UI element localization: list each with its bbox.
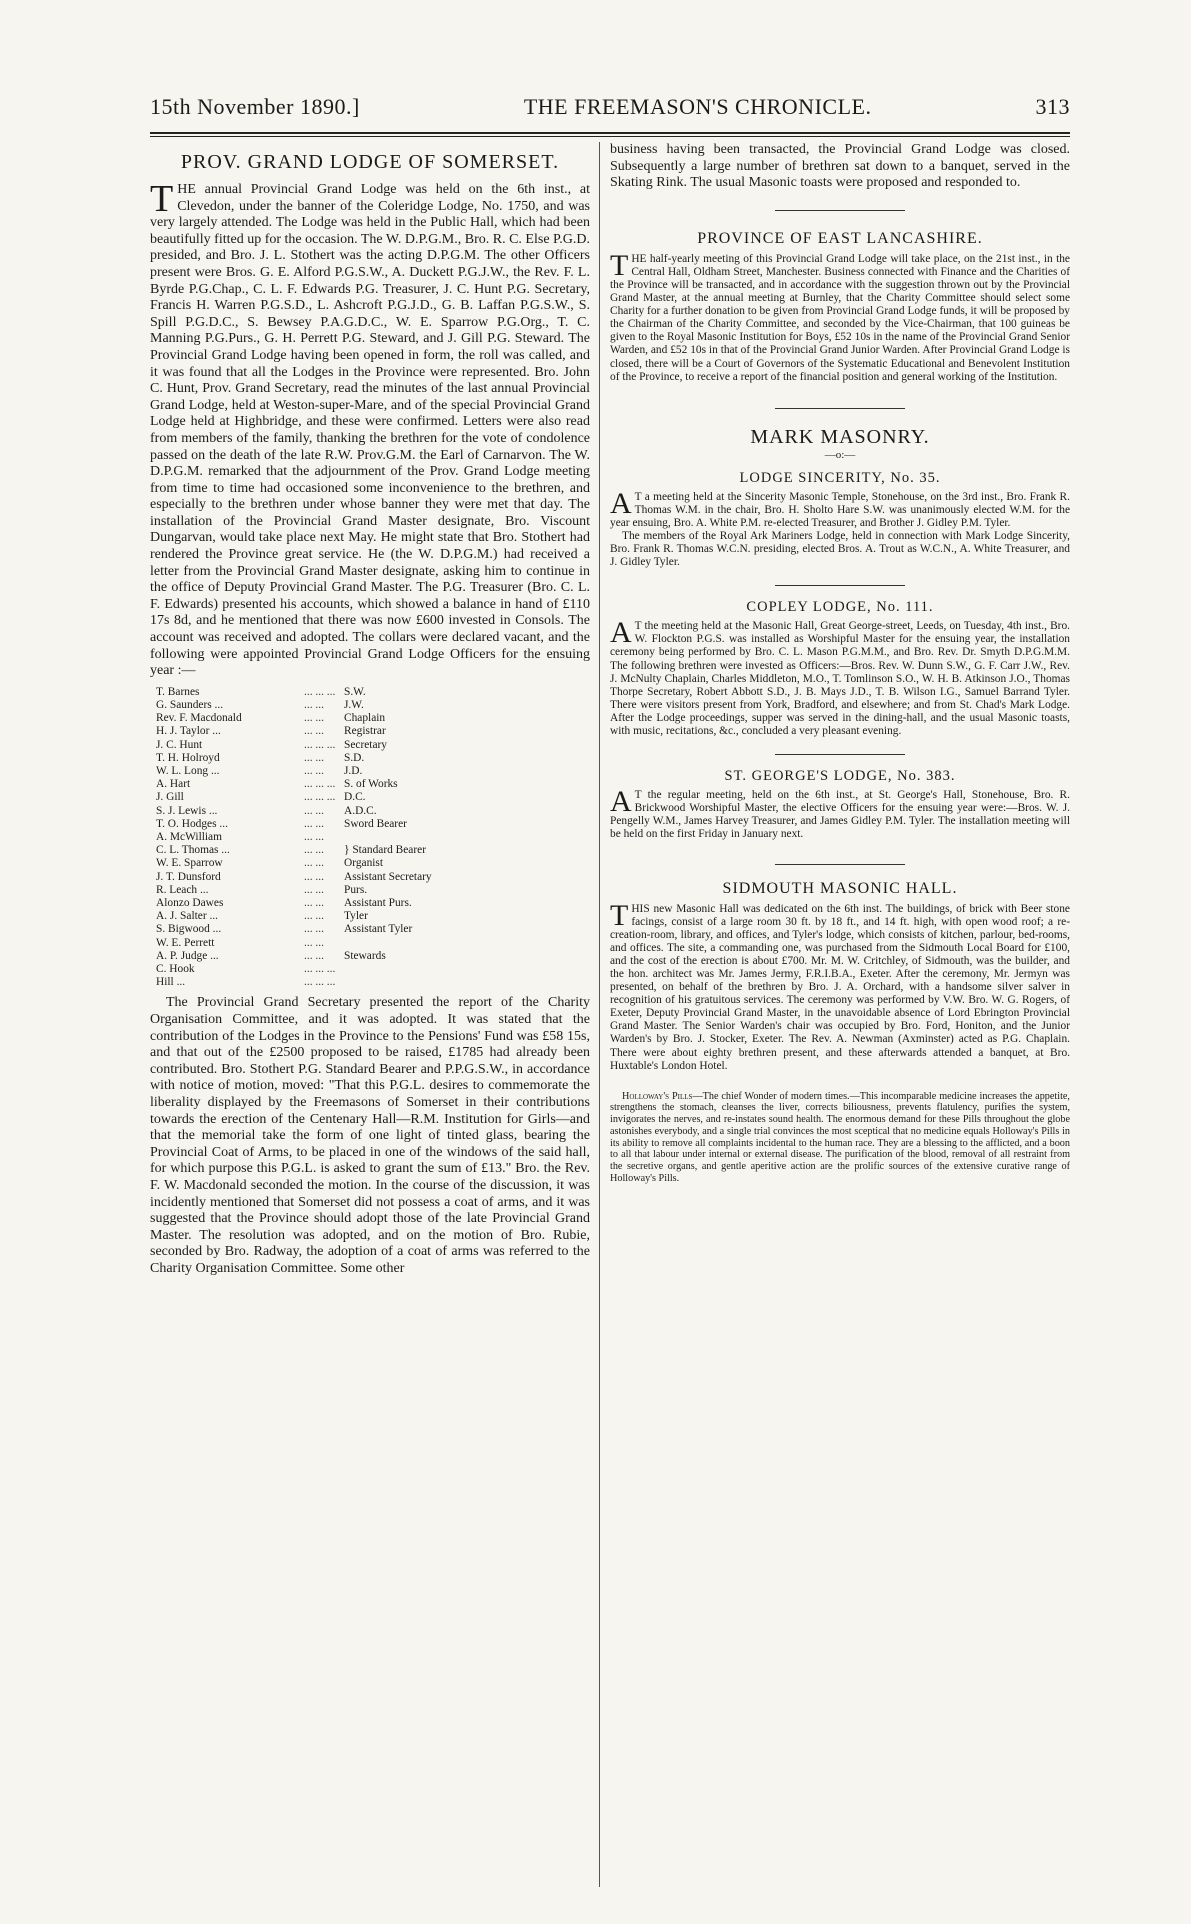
- leader-dots: ... ... ...: [304, 976, 336, 989]
- st-george-body: [610, 785, 1070, 841]
- east-lancashire-body: [610, 248, 1070, 384]
- sincerity-paragraph-1: [610, 486, 1070, 530]
- somerset-heading: PROV. GRAND LODGE OF SOMERSET.: [180, 151, 560, 173]
- officer-name: T. O. Hodges ...: [156, 817, 228, 830]
- officer-office: J.W.: [344, 699, 364, 712]
- column-divider: [599, 142, 600, 1887]
- sincerity-heading: LODGE SINCERITY, No. 35.: [739, 469, 941, 486]
- officer-row: [156, 950, 432, 963]
- officer-row: [156, 791, 432, 804]
- officer-row: [156, 805, 432, 818]
- leader-dots: ... ...: [304, 751, 324, 764]
- officer-office: D.C.: [344, 791, 366, 804]
- officer-row: [156, 831, 432, 844]
- officer-name: W. L. Long ...: [156, 765, 220, 778]
- officer-row: [156, 686, 432, 699]
- officer-name: A. J. Salter ...: [156, 910, 219, 923]
- officer-name: A. McWilliam: [156, 831, 222, 844]
- officer-name: S. J. Lewis ...: [156, 804, 218, 817]
- officer-name: J. C. Hunt: [156, 738, 203, 751]
- officer-row: [156, 937, 432, 950]
- advert-label: Holloway's Pills: [622, 1090, 693, 1102]
- officer-office: [344, 937, 432, 950]
- leader-dots: ... ...: [304, 725, 324, 738]
- leader-dots: ... ...: [304, 804, 324, 817]
- leader-dots: ... ...: [304, 831, 324, 844]
- dropcap: T: [610, 248, 629, 282]
- sidmouth-body: [610, 898, 1070, 1073]
- officer-name: Alonzo Dawes: [156, 897, 224, 910]
- officer-name: T. Barnes: [156, 685, 200, 698]
- masthead: [150, 94, 1070, 128]
- leader-dots: ... ... ...: [304, 738, 336, 751]
- leader-dots: ... ... ...: [304, 791, 336, 804]
- officer-office: Assistant Secretary: [344, 870, 432, 883]
- leader-dots: ... ...: [304, 910, 324, 923]
- officer-row: [156, 884, 432, 897]
- leader-dots: ... ...: [304, 870, 324, 883]
- officer-office: Chaplain: [344, 712, 386, 725]
- east-lancashire-text: HE half-yearly meeting of this Provincial Grand Lodge will take place, on the 21st inst., in the Central Hall, Oldham Street, Manchester. Business connected with Finance and the Charities of the Province will be transacted, and in accordance with the suggestion thrown out by the Provincial Grand Master, at the annual meeting at Burnley, that the Charity Committee should select some Charity for a further donation to be given from Provincial Grand Lodge funds, it will be proposed by the Chairman of the Charity Committee, and seconded by the Vice-Chairman, that 100 guineas be given to the Royal Masonic Institution for Boys, £52 10s in the name of the Provincial Grand Senior Warden, and £52 10s in that of the Provincial Grand Junior Warden. After Provincial Grand Lodge is closed, there will be a Court of Governors of the Systematic Educational and Benevolent Institution of the Province, to receive a report of the financial position and general working of the Institution.: [610, 252, 1070, 383]
- officer-name: W. E. Perrett: [156, 936, 215, 949]
- somerset-paragraph-2: The Provincial Grand Secretary presented the report of the Charity Organisation Committee, and it was adopted. It was stated that the contribution of the Lodges in the Province to the Pensions' Fund was £58 15s, and that out of the £2500 proposed to be raised, £1785 had already been contributed. Bro. Stothert P.G. Standard Bearer and P.P.G.S.W., in accordance with notice of motion, moved: "That this P.G.L. desires to commemorate the liberality displayed by the Freemasons of Somerset in their contributions towards the erection of the Centenary Hall—R.M. Institution for Girls—and that the memorial take the form of one light of tinted glass, bearing the Provincial Coat of Arms, to be placed in one of the windows of the said hall, for which purpose this P.G.L. is asked to grant the sum of £13." Bro. the Rev. F. W. Macdonald seconded the motion. In the course of the discussion, it was incidently mentioned that Somerset did not possess a coat of arms, and it was suggested that the Province should adopt those of the late Provincial Grand Master. The resolution was adopted, and on the motion of Bro. Rubie, seconded by Bro. Radway, the adoption of a coat of arms was referred to the Charity Organisation Committee. Some other: [150, 995, 590, 1276]
- leader-dots: ... ...: [304, 936, 324, 949]
- officer-office: [344, 976, 432, 989]
- dropcap: A: [610, 785, 632, 819]
- leader-dots: ... ...: [304, 857, 324, 870]
- issue-date: 15th November 1890.]: [150, 94, 360, 119]
- officer-name: S. Bigwood ...: [156, 923, 222, 936]
- somerset-paragraph-1: [150, 178, 590, 680]
- officer-office: Sword Bearer: [344, 817, 407, 830]
- leader-dots: ... ...: [304, 712, 324, 725]
- right-column: [610, 142, 1070, 1887]
- leader-dots: ... ...: [304, 765, 324, 778]
- page-number: 313: [1035, 94, 1070, 119]
- officer-row: [156, 818, 432, 831]
- leader-dots: ... ... ...: [304, 963, 336, 976]
- officer-office: S.D.: [344, 751, 365, 764]
- officer-row: [156, 699, 432, 712]
- dropcap: T: [150, 178, 174, 220]
- officer-row: [156, 963, 432, 976]
- officer-row: [156, 897, 432, 910]
- officer-office: S. of Works: [344, 778, 398, 791]
- officer-office: Assistant Tyler: [344, 923, 413, 936]
- copley-heading: COPLEY LODGE, No. 111.: [746, 599, 934, 616]
- leader-dots: ... ... ...: [304, 685, 336, 698]
- officer-office: Assistant Purs.: [344, 897, 412, 910]
- sidmouth-heading: SIDMOUTH MASONIC HALL.: [722, 879, 958, 897]
- officer-name: T. H. Holroyd: [156, 751, 220, 764]
- officer-row: [156, 910, 432, 923]
- officer-row: [156, 923, 432, 936]
- officer-row: [156, 739, 432, 752]
- officer-office: A.D.C.: [344, 804, 377, 817]
- east-lancashire-heading: PROVINCE OF EAST LANCASHIRE.: [697, 229, 983, 247]
- officer-name: J. Gill: [156, 791, 184, 804]
- officer-office: } Standard Bearer: [344, 844, 427, 857]
- copley-body: [610, 616, 1070, 738]
- sincerity-paragraph-2: The members of the Royal Ark Mariners Lodge, held in connection with Mark Lodge Sincerity, Bro. Frank R. Thomas W.C.N. presiding, elected Bros. A. Trout as W.C.N., A. White Treasurer, and J. Gidley Tyler.: [610, 530, 1070, 569]
- sincerity-text-1: T a meeting held at the Sincerity Masonic Temple, Stonehouse, on the 3rd inst., Bro. Frank R. Thomas W.M. in the chair, Bro. H. Sholto Hare S.W. was unanimously elected W.M. for the year ensuing, Bro. A. White P.M. re-elected Treasurer, and Brother J. Gidley P.M. Tyler.: [610, 490, 1070, 529]
- officer-row: [156, 778, 432, 791]
- leader-dots: ... ...: [304, 699, 324, 712]
- officer-name: G. Saunders ...: [156, 699, 224, 712]
- dropcap: A: [610, 616, 632, 650]
- sidmouth-text: HIS new Masonic Hall was dedicated on the 6th inst. The buildings, of brick with Beer stone facings, consist of a large room 30 ft. by 18 ft., and 14 ft. high, with open wood roof; a re-creation-room, library, and offices, and Tyler's lodge, which consists of kitchen, parlour, bed-rooms, and offices. The site, a commanding one, was purchased from the Sidmouth Local Board for £100, and the cost of the erection is about £700. Mr. M. W. Critchley, of Sidmouth, was the builder, and the hon. architect was Mr. James Jermy, F.R.I.B.A., Exeter. After the ceremony, Mr. Jermyn was presented, on behalf of the brethren by Bro. J. A. Orchard, with a handsome silver salver in recognition of his gratuitous services. The ceremony was performed by V.W. Bro. W. G. Rogers, of Exeter, Deputy Provincial Grand Master, in the unavoidable absence of Lord Ebrington Provincial Grand Master. The Senior Warden's chair was occupied by Bro. Ford, Honiton, and the Junior Warden's by Bro. J. Stocker, Exeter. The Rev. A. Newman (Axminster) acted as P.G. Chaplain. There were about eighty brethren present, and these afterwards attended a banquet, at Bro. Huxtable's London Hotel.: [610, 902, 1070, 1072]
- officer-name: A. Hart: [156, 778, 191, 791]
- officer-name: Hill ...: [156, 976, 186, 989]
- officer-office: Registrar: [344, 725, 386, 738]
- officer-row: [156, 725, 432, 738]
- officer-name: Rev. F. Macdonald: [156, 712, 242, 725]
- officer-office: Secretary: [344, 738, 388, 751]
- leader-dots: ... ...: [304, 923, 324, 936]
- officer-row: [156, 844, 432, 857]
- officer-name: C. L. Thomas ...: [156, 844, 230, 857]
- officer-office: Organist: [344, 857, 384, 870]
- somerset-body-1: HE annual Provincial Grand Lodge was held on the 6th inst., at Clevedon, under the banner of the Coleridge Lodge, No. 1750, and was very largely attended. The Lodge was held in the Public Hall, which had been beautifully fitted up for the occasion. The W. D.P.G.M., Bro. R. C. Else P.G.D. presided, and Bro. J. L. Stothert was the acting D.P.G.M. The other Officers present were Bros. G. E. Alford P.G.S.W., A. Duckett P.G.J.W., the Rev. F. L. Byrde P.G.Chap., C. L. F. Edwards P.G. Treasurer, J. C. Hunt P.G. Secretary, Francis H. Warren P.G.S.D., L. Ashcroft P.G.J.D., G. B. Laffan P.G.S.W., S. Spill P.G.D.C., S. Bewsey P.A.G.D.C., W. E. Sparrow P.G.Org., T. C. Manning P.G.Purs., G. H. Perrett P.G. Steward, and J. Gill P.G. Steward. The Provincial Grand Lodge having been opened in form, the roll was called, and it was found that all the Lodges in the Province were represented. Bro. John C. Hunt, Prov. Grand Secretary, read the minutes of the last annual Provincial Grand Lodge, held at Weston-super-Mare, and of the special Provincial Grand Lodge held at Highbridge, and these were confirmed. Letters were also read from members of the family, thanking the brethren for the vote of condolence passed on the death of the late R.W. Prov.G.M. the Earl of Carnarvon. The W. D.P.G.M. remarked that the adjournment of the Prov. Grand Lodge meeting from time to time had occasioned some inconvenience to the brethren, and especially to the brethren under whose banner they were met that day. The installation of the Provincial Grand Master designate, Bro. Viscount Dungarvan, would take place next May. He might state that Bro. Stothert had rendered the Province great service. He (the W. D.P.G.M.) had received a letter from the Provincial Grand Master designate, asking him to continue in the office of Deputy Provincial Grand Master. The P.G. Treasurer (Bro. C. L. F. Edwards) presented his accounts, which showed a balance in hand of £110 17s 8d, and he mentioned that there was now £600 invested in Consols. The account was received and adopted. The collars were declared vacant, and the following were appointed Provincial Grand Lodge Officers for the ensuing year :—: [150, 182, 590, 679]
- officer-name: C. Hook: [156, 963, 195, 976]
- publication-title: THE FREEMASON'S CHRONICLE.: [523, 94, 872, 119]
- leader-dots: ... ...: [304, 897, 324, 910]
- officer-office: Stewards: [344, 949, 386, 962]
- st-george-heading: ST. GEORGE'S LODGE, No. 383.: [724, 768, 956, 785]
- left-column: [150, 142, 590, 1887]
- copley-text: T the meeting held at the Masonic Hall, Great George-street, Leeds, on Tuesday, 4th inst., Bro. W. Flockton P.G.S. was installed as Worshipful Master for the ensuing year, the installation ceremony being performed by Bro. C. L. Mason P.G.M.M., and Bro. Rev. Dr. Smyth D.P.G.M.M. The following brethren were invested as Officers:—Bros. Rev. W. Dunn S.W., G. F. Carr J.W., Rev. J. McNulty Chaplain, Charles Middleton, M.O., T. Tomlinson S.O., W. H. B. Atkinson J.O., Thomas Thorpe Secretary, Robert Abbott S.D., J. B. Mays J.D., T. B. Wilson I.G., Samuel Barrand Tyler. There were visitors present from York, Bradford, and elsewhere; and from St. Chad's Mark Lodge. After the Lodge proceedings, supper was served in the dining-hall, and the usual Masonic toasts, with music, recitations, &c., concluded a very pleasant evening.: [610, 620, 1070, 738]
- leader-dots: ... ...: [304, 949, 324, 962]
- dropcap: T: [610, 898, 629, 932]
- officer-office: S.W.: [344, 685, 366, 698]
- leader-dots: ... ...: [304, 883, 324, 896]
- officer-office: [344, 963, 432, 976]
- leader-dots: ... ...: [304, 844, 324, 857]
- officer-name: H. J. Taylor ...: [156, 725, 221, 738]
- somerset-continuation: business having been transacted, the Provincial Grand Lodge was closed. Subsequently a large number of brethren sat down to a banquet, served in the Skating Rink. The usual Masonic toasts were proposed and responded to.: [610, 142, 1070, 191]
- masthead-rule-thin: [150, 136, 1070, 137]
- officer-office: Purs.: [344, 883, 368, 896]
- officer-row: [156, 712, 432, 725]
- leader-dots: ... ...: [304, 817, 324, 830]
- mark-masonry-heading: MARK MASONRY.: [750, 425, 930, 448]
- masthead-rule-thick: [150, 132, 1070, 134]
- officers-table: [156, 686, 432, 990]
- officer-row: [156, 976, 432, 989]
- officer-name: A. P. Judge ...: [156, 949, 219, 962]
- officer-office: J.D.: [344, 765, 363, 778]
- ornament: —o:—: [824, 448, 856, 461]
- officer-office: [344, 831, 432, 844]
- officer-name: R. Leach ...: [156, 883, 209, 896]
- officer-row: [156, 752, 432, 765]
- officer-name: W. E. Sparrow: [156, 857, 223, 870]
- st-george-text: T the regular meeting, held on the 6th inst., at St. George's Hall, Stonehouse, Bro. R. Brickwood Worshipful Master, the elective Officers for the ensuing year were:—Bros. W. J. Pengelly W.M., James Harvey Treasurer, and James Gidley P.M. Tyler. The installation meeting will be held on the first Friday in January next.: [610, 789, 1070, 841]
- officer-row: [156, 871, 432, 884]
- officer-row: [156, 857, 432, 870]
- holloway-advert: [610, 1091, 1070, 1185]
- officer-name: J. T. Dunsford: [156, 870, 221, 883]
- advert-text: —The chief Wonder of modern times.—This incomparable medicine increases the appetite, strengthens the stomach, cleanses the liver, corrects biliousness, prevents flatulency, purifies the system, invigorates the nerves, and re-instates sound health. The enormous demand for these Pills throughout the globe astonishes everybody, and a single trial convinces the most sceptical that no medicine equals Holloway's Pills in its ability to remove all complaints incidental to the human race. They are a blessing to the afflicted, and a boon to all that labour under internal or external disease. The purification of the blood, removal of all restraint from the secretive organs, and gentle aperitive action are the prolific sources of the extensive curative range of Holloway's Pills.: [610, 1090, 1070, 1184]
- dropcap: A: [610, 486, 632, 520]
- officer-office: Tyler: [344, 910, 368, 923]
- officer-row: [156, 765, 432, 778]
- leader-dots: ... ... ...: [304, 778, 336, 791]
